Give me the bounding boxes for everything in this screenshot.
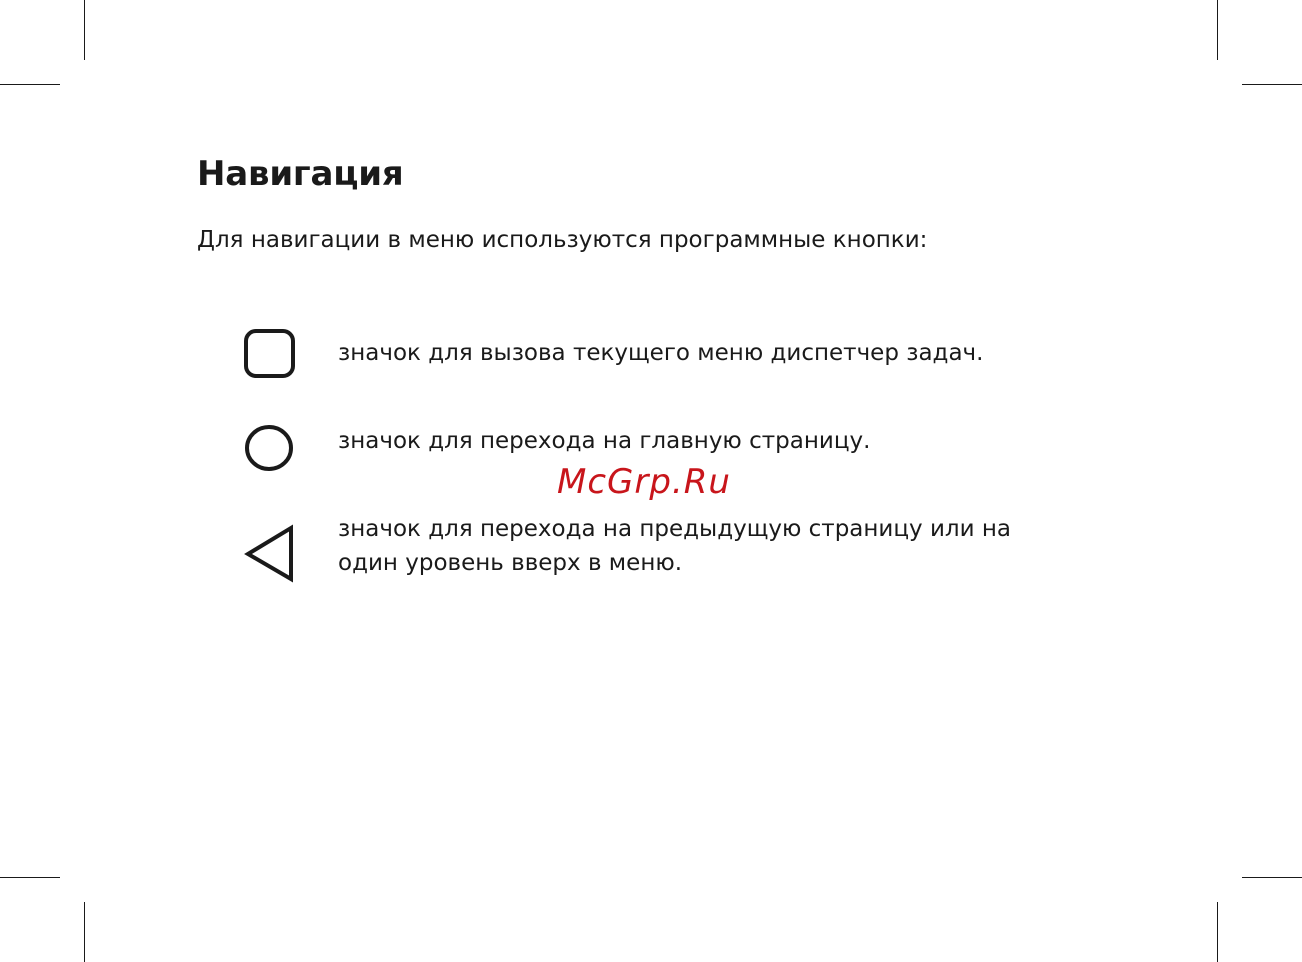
item-recent-apps-description bbox=[338, 336, 983, 370]
recent-apps-square-icon bbox=[243, 328, 297, 380]
item-back-line-1: значок для перехода на предыдущую страницу или на bbox=[338, 516, 1011, 542]
crop-mark-bottom-right-vertical bbox=[1217, 902, 1218, 962]
item-back-description bbox=[338, 512, 1011, 580]
home-circle-icon bbox=[244, 423, 296, 473]
item-home-line-1: значок для перехода на главную страницу. bbox=[338, 428, 871, 454]
crop-mark-bottom-right-horizontal bbox=[1242, 877, 1302, 878]
item-home-description bbox=[338, 424, 870, 458]
crop-mark-bottom-left-vertical bbox=[84, 902, 85, 962]
page-title: Навигация bbox=[197, 154, 404, 194]
crop-mark-top-right-horizontal bbox=[1242, 84, 1302, 85]
intro-text: Для навигации в меню используются программные кнопки: bbox=[197, 227, 928, 253]
back-triangle-icon bbox=[243, 524, 297, 584]
crop-mark-top-left-vertical bbox=[84, 0, 85, 60]
crop-mark-top-right-vertical bbox=[1217, 0, 1218, 60]
crop-mark-bottom-left-horizontal bbox=[0, 877, 60, 878]
crop-mark-top-left-horizontal bbox=[0, 84, 60, 85]
watermark-text: McGrp.Ru bbox=[557, 462, 731, 502]
item-back-line-2: один уровень вверх в меню. bbox=[338, 550, 683, 576]
item-recent-apps-line-1: значок для вызова текущего меню диспетчер задач. bbox=[338, 340, 984, 366]
